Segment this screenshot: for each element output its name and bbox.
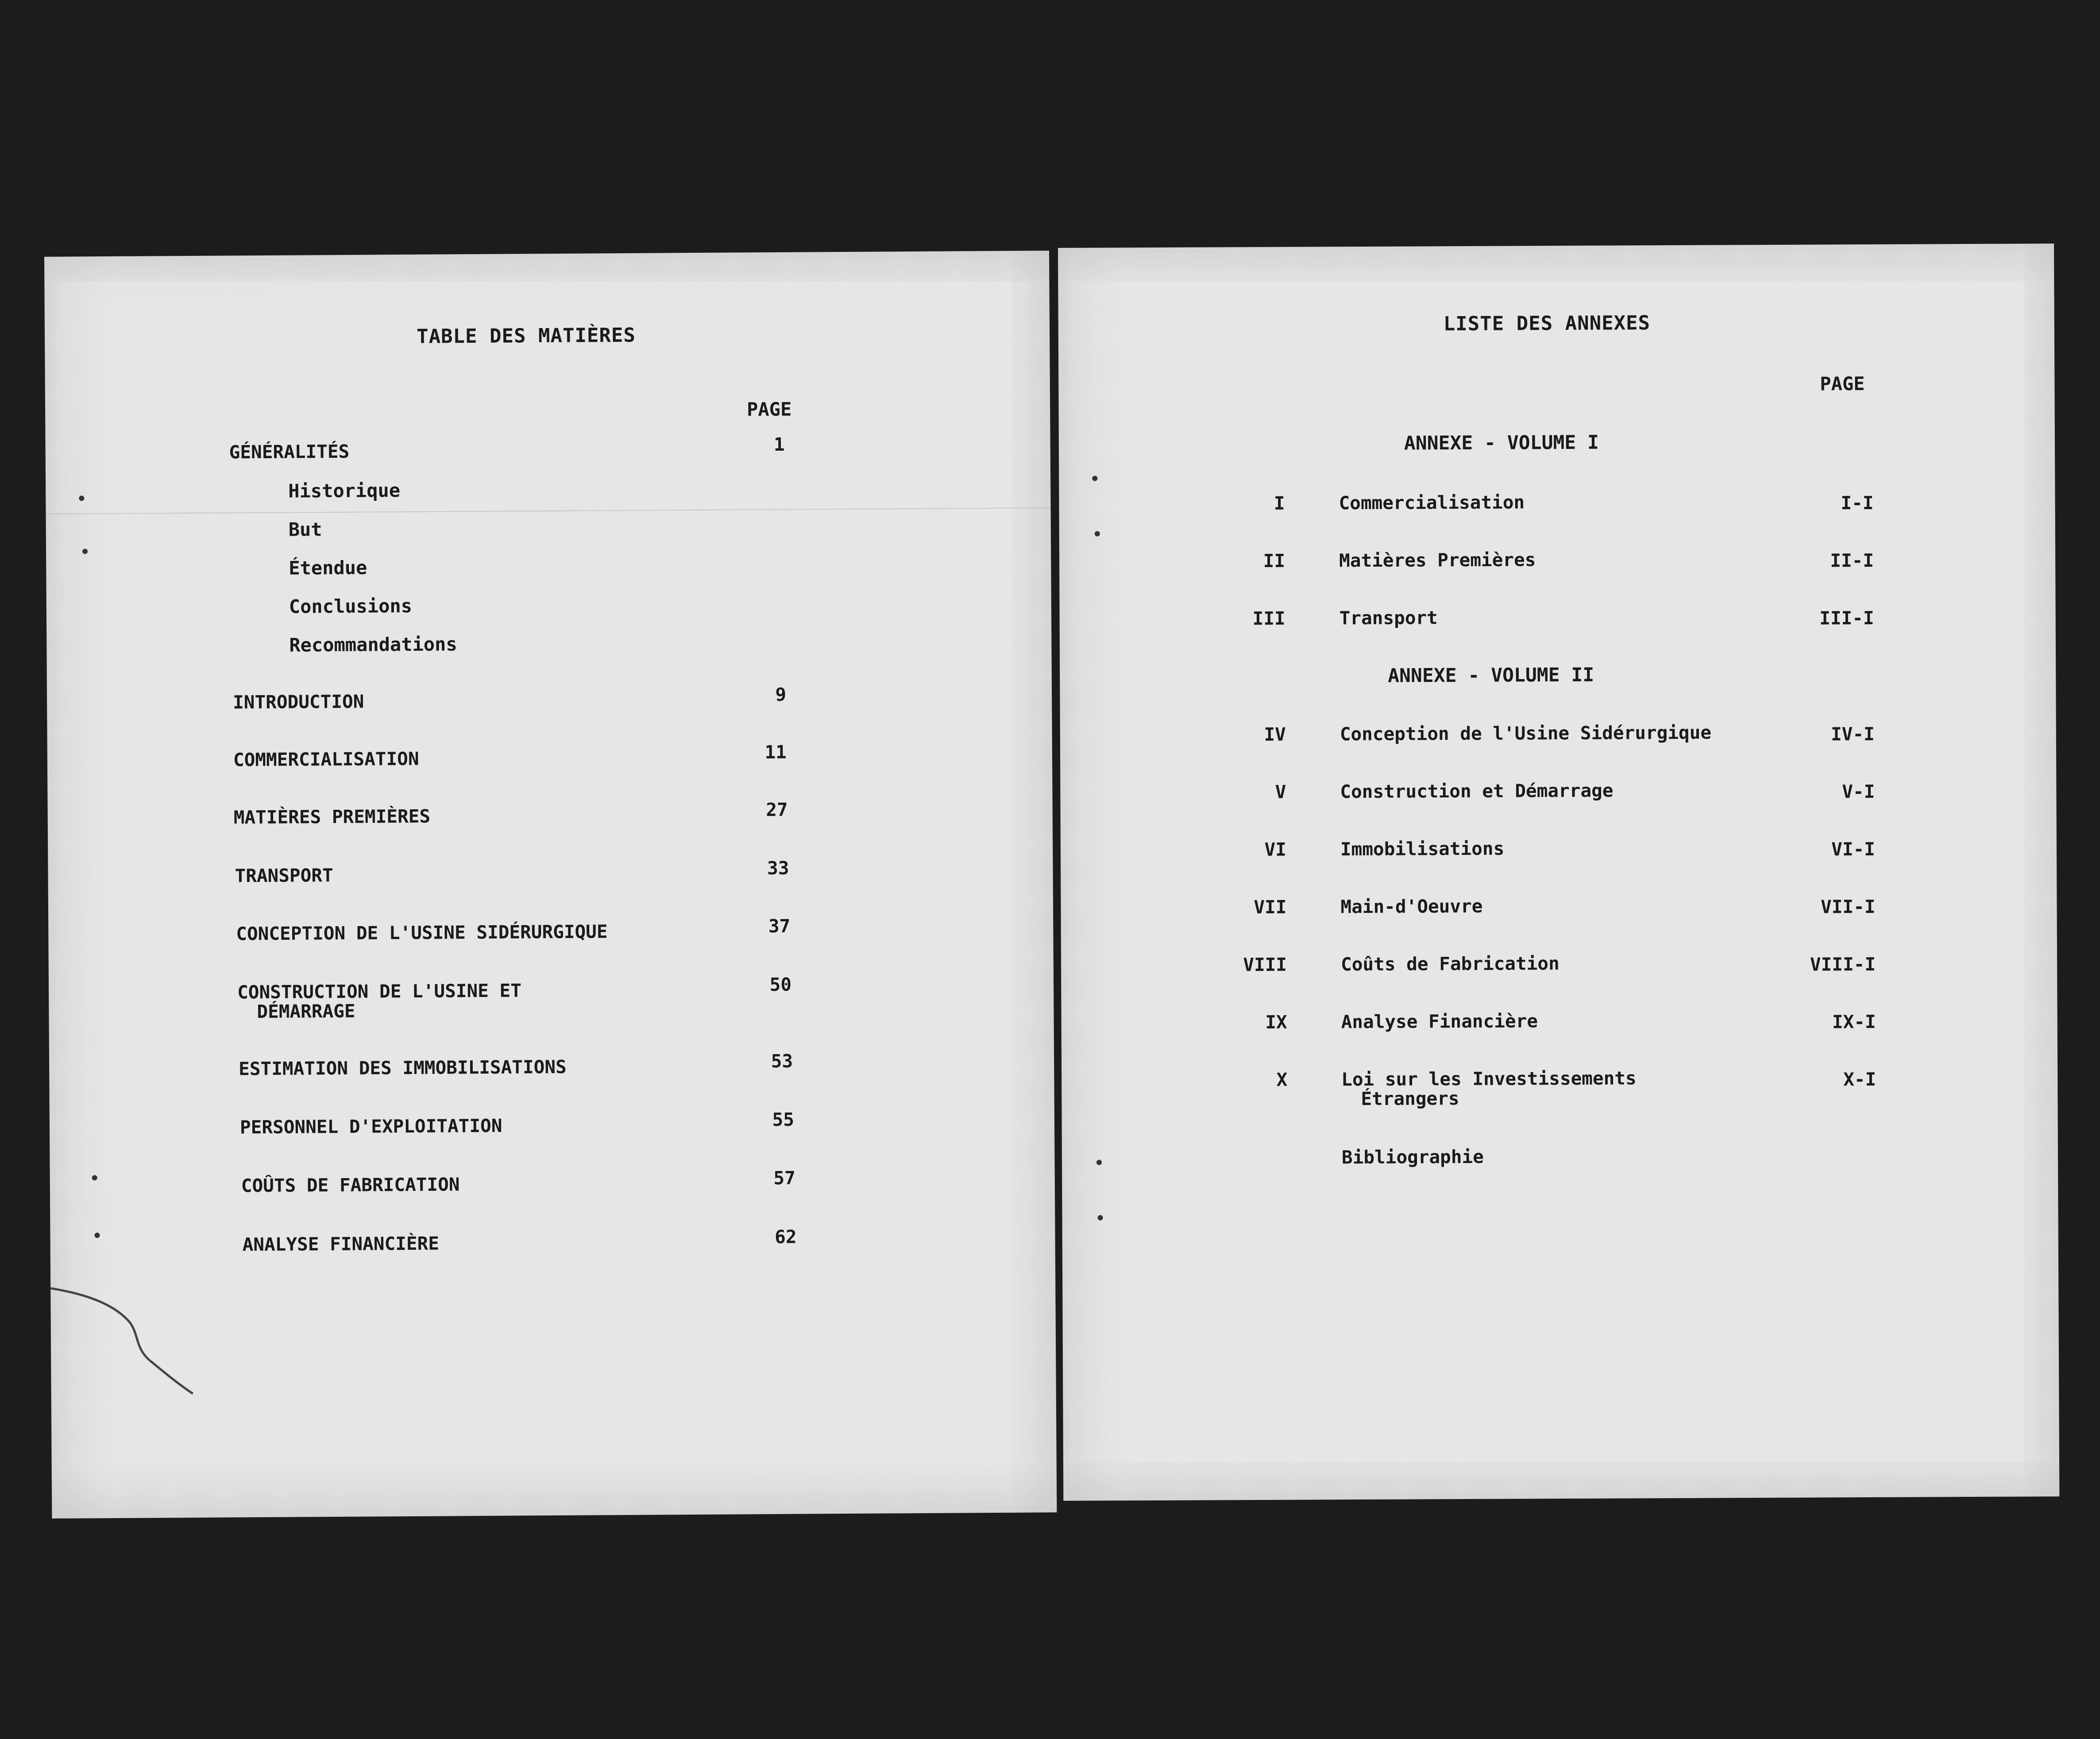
toc-entry-page: 62	[775, 1226, 797, 1248]
table-of-contents-page	[44, 251, 1057, 1519]
annex-number: VII	[1254, 896, 1287, 918]
toc-entry-page: 57	[773, 1167, 795, 1189]
paper-speck	[92, 1175, 97, 1180]
paper-speck	[94, 1233, 100, 1238]
toc-entry-label: MATIÈRES PREMIÈRES	[233, 805, 431, 828]
toc-entry-label: GÉNÉRALITÉS	[229, 441, 350, 463]
toc-subentry: Conclusions	[289, 595, 413, 618]
annex-label: Commercialisation	[1339, 491, 1525, 514]
toc-entry-label: PERSONNEL D'EXPLOITATION	[239, 1115, 502, 1138]
annex-label: Matières Premières	[1339, 549, 1536, 572]
annex-label: Analyse Financière	[1341, 1010, 1538, 1033]
toc-entry-label: ANALYSE FINANCIÈRE	[242, 1233, 440, 1256]
annex-number: IV	[1264, 723, 1286, 745]
toc-entry-page: 33	[767, 857, 789, 879]
toc-title: TABLE DES MATIÈRES	[416, 324, 636, 348]
annex-label: Immobilisations	[1340, 838, 1505, 860]
toc-entry-page: 53	[771, 1050, 793, 1072]
toc-entry-label: CONSTRUCTION DE L'USINE ET	[237, 980, 522, 1003]
paper-speck	[82, 549, 88, 554]
annex-page: IX-I	[1832, 1011, 1876, 1033]
annex-page: X-I	[1843, 1068, 1876, 1090]
toc-entry-page: 50	[769, 974, 792, 996]
toc-subentry: Historique	[288, 479, 401, 502]
toc-page-header: PAGE	[746, 398, 792, 421]
annex-number: IX	[1265, 1011, 1287, 1033]
toc-entry-label: INTRODUCTION	[233, 691, 364, 713]
paper-speck	[1092, 476, 1097, 481]
annex-page: V-I	[1842, 781, 1875, 803]
annex-page-header: PAGE	[1820, 373, 1865, 395]
annex-number: VIII	[1243, 954, 1287, 976]
annex-label: Coûts de Fabrication	[1340, 953, 1560, 975]
toc-subentry: But	[288, 518, 322, 541]
paper-speck	[1096, 1160, 1102, 1165]
annex-number: VI	[1264, 839, 1287, 860]
toc-entry-page: 27	[766, 799, 788, 821]
paper-speck	[1098, 1215, 1103, 1221]
annex-label: Conception de l'Usine Sidérurgique	[1340, 722, 1712, 745]
annex-label: Transport	[1339, 607, 1438, 629]
annex-page: IV-I	[1830, 723, 1875, 745]
toc-entry-page: 9	[775, 684, 787, 705]
annex-volume-heading: ANNEXE - VOLUME I	[1404, 431, 1599, 455]
annex-label-continued: Étrangers	[1361, 1088, 1459, 1110]
annex-label: Construction et Démarrage	[1340, 780, 1614, 803]
annex-page: VI-I	[1831, 838, 1876, 860]
paper-speck	[79, 495, 84, 501]
annex-bibliography: Bibliographie	[1341, 1146, 1484, 1168]
annex-number: III	[1252, 607, 1285, 630]
toc-entry-label: COMMERCIALISATION	[233, 748, 419, 771]
toc-entry-label: TRANSPORT	[235, 865, 333, 887]
annex-volume-heading: ANNEXE - VOLUME II	[1388, 664, 1594, 687]
annex-number: V	[1275, 781, 1286, 803]
annex-list-page	[1058, 243, 2059, 1501]
annex-label: Main-d'Oeuvre	[1340, 895, 1483, 918]
toc-subentry: Recommandations	[289, 633, 457, 656]
toc-entry-label-continued: DÉMARRAGE	[257, 1000, 355, 1023]
fold-line	[46, 507, 1051, 514]
toc-entry-label: COÛTS DE FABRICATION	[241, 1174, 460, 1197]
toc-entry-label: ESTIMATION DES IMMOBILISATIONS	[239, 1056, 567, 1080]
annex-number: II	[1263, 550, 1285, 572]
toc-entry-page: 1	[773, 433, 785, 455]
annex-page: I-I	[1841, 492, 1874, 514]
toc-entry-page: 37	[768, 915, 791, 937]
paper-crease	[50, 1274, 228, 1399]
toc-entry-page: 55	[772, 1109, 795, 1130]
annex-page: III-I	[1819, 607, 1874, 629]
toc-subentry: Étendue	[289, 556, 367, 579]
annex-page: II-I	[1830, 549, 1874, 572]
annex-title: LISTE DES ANNEXES	[1443, 312, 1651, 336]
annex-page: VIII-I	[1810, 953, 1876, 975]
annex-page: VII-I	[1820, 896, 1876, 918]
annex-number: I	[1274, 492, 1285, 514]
toc-entry-label: CONCEPTION DE L'USINE SIDÉRURGIQUE	[236, 921, 608, 945]
toc-entry-page: 11	[764, 741, 787, 763]
annex-number: X	[1276, 1069, 1288, 1090]
annex-label: Loi sur les Investissements	[1341, 1067, 1637, 1090]
paper-speck	[1095, 531, 1100, 537]
